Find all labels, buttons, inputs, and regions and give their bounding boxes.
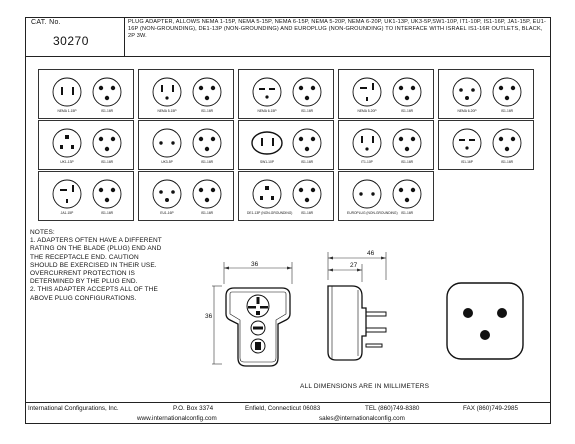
outlet-hole-icon — [99, 137, 103, 141]
plug-type-label: IT1-10P — [361, 160, 373, 164]
company-name: International Configurations, Inc. — [28, 405, 119, 412]
outlet-face-icon — [393, 78, 421, 106]
plug-config-cell — [138, 69, 234, 119]
outlet-face-icon — [193, 129, 221, 157]
plug-pin-icon — [360, 87, 367, 89]
outlet-hole-icon — [199, 137, 203, 141]
plug-type-label: JA1-15P — [60, 211, 74, 215]
outlet-hole-icon — [305, 198, 309, 202]
outlet-hole-icon — [505, 147, 509, 151]
product-description: PLUG ADAPTER, ALLOWS NEMA 1-15P, NEMA 5-15P, NEMA 6-15P, NEMA 5-20P, NEMA 6-20P, UK1-13P, UK3-5P,SW1-10P, IT1-10P, IS1-16P, JA1-15P, EU1-16P (NON-GROUNDING), DE1-13P (NON-GROUNDING) AND EUROPLUG (NON-GROUNDING) TO INTERFACE WITH ISRAEL IS1-16R OUTLETS, BLACK, 2P 3W. — [125, 17, 551, 57]
plug-pin-icon — [172, 85, 174, 92]
plug-type-label: DE1-13P (NON-GROUNDING) — [247, 211, 293, 215]
outlet-hole-icon — [105, 147, 109, 151]
plug-pin-icon — [366, 312, 386, 316]
outlet-hole-icon — [211, 86, 215, 90]
note-line: OVERCURRENT PROTECTION IS — [30, 270, 135, 278]
plug-type-label: EU1-16P — [160, 211, 174, 215]
plug-pin-icon — [61, 87, 63, 95]
plug-pin-icon — [272, 138, 274, 146]
plug-face-icon — [453, 78, 481, 106]
outlet-hole-icon — [211, 137, 215, 141]
outlet-hole-icon — [511, 86, 515, 90]
notes-block — [30, 229, 205, 303]
plug-config-cell — [338, 171, 434, 221]
outlet-type-label: IS1-16R — [400, 109, 414, 113]
plug-pin-icon — [361, 136, 363, 143]
plug-pin-icon — [165, 198, 169, 202]
outlet-hole-icon — [505, 96, 509, 100]
outlet-hole-icon — [411, 137, 415, 141]
footer — [25, 402, 551, 424]
outlet-type-label: IS1-16R — [300, 211, 314, 215]
plug-config-cell — [38, 69, 134, 119]
outlet-hole-icon — [305, 96, 309, 100]
plug-type-label: IS1-16P — [461, 160, 473, 164]
outlet-hole-icon — [299, 188, 303, 192]
plug-pin-icon — [459, 88, 463, 92]
units-note: ALL DIMENSIONS ARE IN MILLIMETERS — [300, 383, 430, 390]
plug-face-icon — [53, 129, 81, 157]
plug-pin-icon — [171, 141, 174, 144]
dim-total-side: 46 — [367, 250, 375, 257]
plug-config-cell — [238, 171, 334, 221]
plug-pin-icon — [465, 96, 469, 100]
city: Enfield, Connecticut 06083 — [245, 405, 321, 412]
outlet-hole-icon — [405, 96, 409, 100]
note-line: THE RECEPTACLE END. CAUTION — [30, 253, 139, 261]
outlet-type-label: IS1-16R — [500, 160, 514, 164]
plug-face-icon — [253, 78, 281, 106]
outlet-hole-icon — [411, 86, 415, 90]
plug-face-icon — [252, 132, 282, 154]
plug-type-label: NEMA 5-20P — [357, 109, 377, 113]
email-link[interactable]: sales@internationalconfig.com — [319, 415, 405, 422]
plug-pin-icon — [372, 136, 374, 143]
outlet-face-icon — [393, 129, 421, 157]
outlet-hole-icon — [499, 86, 503, 90]
outlet-hole-icon — [111, 137, 115, 141]
socket-hole-icon — [480, 330, 490, 340]
plug-config-cell — [438, 69, 534, 119]
plug-pin-icon — [159, 190, 163, 194]
outlet-hole-icon — [111, 188, 115, 192]
fax: FAX (860)749-2985 — [463, 405, 518, 412]
plug-pin-icon — [366, 97, 368, 101]
plug-pin-icon — [265, 186, 269, 190]
dim-depth-side: 27 — [350, 262, 358, 269]
plug-type-label: NEMA 6-15P — [257, 109, 277, 113]
outlet-hole-icon — [105, 198, 109, 202]
dim-width-front: 36 — [251, 261, 259, 268]
outlet-type-label: IS1-16R — [100, 211, 114, 215]
plug-face-icon — [253, 180, 281, 208]
plug-face-icon — [353, 78, 381, 106]
outlet-face-icon — [293, 129, 321, 157]
plug-type-label: NEMA 6-20P — [457, 109, 477, 113]
arrow-icon — [224, 267, 229, 270]
plug-pin-icon — [60, 145, 63, 149]
website-link[interactable]: www.internationalconfig.com — [137, 415, 217, 422]
plug-pin-icon — [371, 192, 374, 195]
note-line: ABOVE PLUG CONFIGURATIONS. — [30, 294, 137, 302]
outlet-hole-icon — [399, 188, 403, 192]
plug-pin-icon — [365, 147, 368, 150]
outlet-hole-icon — [405, 147, 409, 151]
outlet-type-label: IS1-16R — [200, 160, 214, 164]
plug-pin-icon — [65, 135, 69, 139]
plug-pin-icon — [72, 185, 74, 192]
plug-face-icon — [353, 180, 381, 208]
plug-type-label: EUROPLUG (NON-GROUNDING) — [347, 211, 398, 215]
outlet-face-icon — [393, 180, 421, 208]
plug-pin-icon — [271, 196, 274, 200]
plug-face-icon — [53, 180, 81, 208]
plug-configuration-grid — [38, 69, 532, 221]
outlet-hole-icon — [399, 86, 403, 90]
outlet-type-label: IS1-16R — [300, 160, 314, 164]
plug-type-label: SW1-10P — [259, 160, 275, 164]
outlet-hole-icon — [405, 198, 409, 202]
outlet-type-label: IS1-16R — [100, 109, 114, 113]
plug-pin-icon — [465, 146, 468, 149]
outlet-face-icon — [293, 180, 321, 208]
plug-pin-icon — [72, 87, 74, 95]
outlet-type-label: IS1-16R — [500, 109, 514, 113]
outlet-hole-icon — [205, 96, 209, 100]
note-line: 1. ADAPTERS OFTEN HAVE A DIFFERENT — [30, 237, 162, 245]
outlet-face-icon — [293, 78, 321, 106]
outlet-type-label: IS1-16R — [400, 160, 414, 164]
plug-pin-icon — [60, 189, 67, 191]
outlet-hole-icon — [305, 147, 309, 151]
plug-pin-icon — [471, 88, 475, 92]
outlet-face-icon — [493, 78, 521, 106]
plug-face-icon — [53, 78, 81, 106]
plug-pin-icon — [165, 96, 168, 99]
plug-face-icon — [153, 129, 181, 157]
dim-height-front: 36 — [205, 313, 213, 320]
outlet-type-label: IS1-16R — [300, 109, 314, 113]
plug-config-cell — [138, 171, 234, 221]
socket-hole-icon — [497, 308, 507, 318]
outlet-type-label: IS1-16R — [200, 211, 214, 215]
outlet-face-icon — [93, 180, 121, 208]
plug-pin-icon — [261, 138, 263, 146]
outlet-face-icon — [93, 78, 121, 106]
plug-pin-icon — [469, 139, 475, 141]
outlet-hole-icon — [99, 86, 103, 90]
note-line: RATING ON THE BLADE (PLUG) END AND — [30, 245, 162, 253]
plug-config-cell — [338, 69, 434, 119]
outlet-hole-icon — [111, 86, 115, 90]
outlet-hole-icon — [311, 86, 315, 90]
plug-type-label: NEMA 1-15P — [57, 109, 77, 113]
outlet-type-label: IS1-16R — [200, 109, 214, 113]
outlet-type-label: IS1-16R — [400, 211, 414, 215]
plug-config-cell — [138, 120, 234, 170]
plug-face-icon — [153, 78, 181, 106]
outlet-hole-icon — [411, 188, 415, 192]
plug-pin-icon — [265, 95, 268, 98]
plug-config-cell — [338, 120, 434, 170]
adapter-side-outline — [328, 286, 366, 360]
plug-pin-icon — [71, 145, 74, 149]
plug-config-cell — [238, 120, 334, 170]
outlet-hole-icon — [105, 96, 109, 100]
front-view-drawing — [212, 262, 302, 370]
plug-pin-icon — [171, 190, 175, 194]
plug-type-label: NEMA 5-15P — [157, 109, 177, 113]
plug-pin-icon — [269, 88, 275, 90]
socket-hole-icon — [463, 308, 473, 318]
telephone: TEL (860)749-8380 — [365, 405, 420, 412]
plug-pin-icon — [459, 139, 465, 141]
plug-face-icon — [353, 129, 381, 157]
outlet-hole-icon — [99, 188, 103, 192]
catalog-number: 30270 — [53, 34, 89, 48]
notes-title: NOTES: — [30, 229, 55, 236]
plug-config-cell — [38, 120, 134, 170]
outlet-hole-icon — [311, 188, 315, 192]
outlet-hole-icon — [299, 86, 303, 90]
note-line: 2. THIS ADAPTER ACCEPTS ALL OF THE — [30, 286, 158, 294]
outlet-hole-icon — [311, 137, 315, 141]
receptacle-view-drawing — [444, 280, 526, 362]
plug-config-cell — [438, 120, 534, 170]
outlet-face-icon — [193, 180, 221, 208]
outlet-hole-icon — [211, 188, 215, 192]
outlet-hole-icon — [399, 137, 403, 141]
outlet-face-icon — [493, 129, 521, 157]
catalog-label: CAT. No. — [31, 19, 61, 26]
outlet-hole-icon — [299, 137, 303, 141]
po-box: P.O. Box 3374 — [173, 405, 214, 412]
plug-pin-icon — [359, 192, 362, 195]
outlet-hole-icon — [205, 198, 209, 202]
outlet-type-label: IS1-16R — [100, 160, 114, 164]
plug-pin-icon — [161, 85, 163, 92]
plug-config-cell — [38, 171, 134, 221]
outlet-face-icon — [193, 78, 221, 106]
plug-pin-icon — [366, 328, 386, 332]
outlet-face-icon — [93, 129, 121, 157]
plug-pin-icon — [259, 88, 265, 90]
plug-config-cell — [238, 69, 334, 119]
plug-type-label: UK3-5P — [161, 160, 173, 164]
outlet-hole-icon — [205, 147, 209, 151]
outlet-hole-icon — [199, 188, 203, 192]
note-line: SHOULD BE EXERCISED IN THEIR USE. — [30, 261, 157, 269]
plug-pin-icon — [66, 199, 68, 203]
plug-pin-icon — [260, 196, 263, 200]
outlet-hole-icon — [499, 137, 503, 141]
arrow-icon — [287, 267, 292, 270]
outlet-hole-icon — [511, 137, 515, 141]
plug-pin-icon — [159, 141, 162, 144]
catalog-box — [25, 17, 125, 57]
receptacle-face-outline — [447, 283, 523, 359]
outlet-hole-icon — [199, 86, 203, 90]
plug-type-label: UK1-13P — [60, 160, 74, 164]
plug-face-icon — [153, 180, 181, 208]
plug-face-icon — [453, 129, 481, 157]
plug-pin-icon — [372, 83, 374, 90]
note-line: DETERMINED BY THE PLUG END. — [30, 278, 138, 286]
